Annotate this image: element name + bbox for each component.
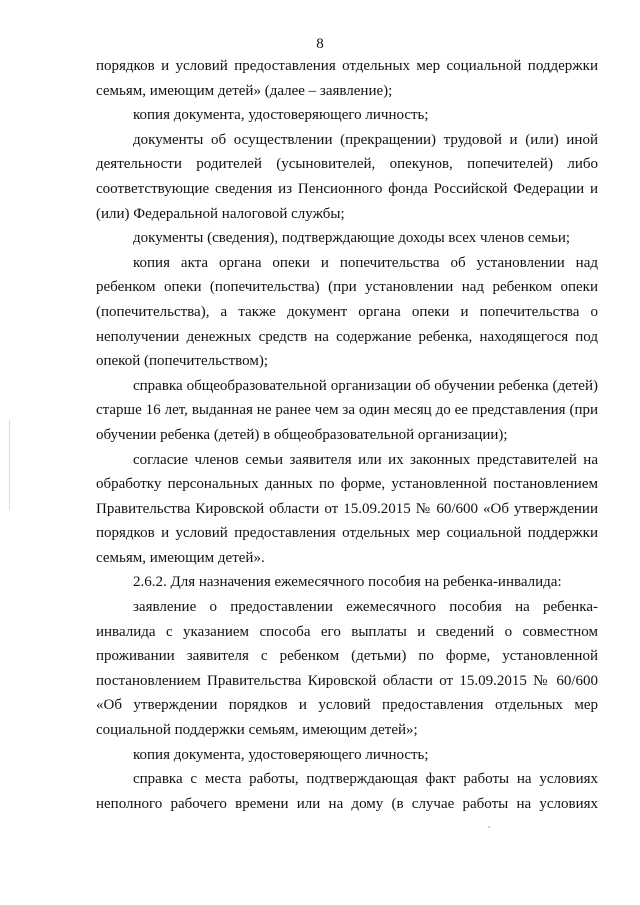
paragraph-school-certificate: справка общеобразовательной организации об обучении ребенка (детей) старше 16 лет, выданная не ранее чем за один месяц до ее представления (при обучении ребенка (детей) в общеобразовательной организации); <box>96 377 598 443</box>
paragraph-identity-copy: копия документа, удостоверяющего личность; <box>133 107 429 124</box>
section-heading-2-6-2: 2.6.2. Для назначения ежемесячного пособия на ребенка-инвалида: <box>133 574 562 591</box>
paragraph-continuation: порядков и условий предоставления отдельных мер социальной поддержки семьям, имеющим детей» (далее – заявление); <box>96 58 598 99</box>
paragraph-identity-copy-2: копия документа, удостоверяющего личность; <box>133 746 429 763</box>
scan-edge-mark <box>9 420 10 510</box>
page-number: 8 <box>316 36 324 52</box>
scan-speck <box>488 826 490 828</box>
document-body <box>96 54 598 816</box>
paragraph-application: заявление о предоставлении ежемесячного пособия на ребенка-инвалида с указанием способа его выплаты и сведений о совместном проживании заявителя с ребенком (детьми) по форме, установленной постановлением Правительства Кировской области от 15.09.2015 № 60/600 «Об утверждении порядков и условий предоставления отдельных мер социальной поддержки семьям, имеющим детей»; <box>96 599 598 739</box>
paragraph-work-certificate: справка с места работы, подтверждающая факт работы на условиях неполного рабочего времени или на дому (в случае работы на условиях <box>96 771 598 812</box>
paragraph-consent: согласие членов семьи заявителя или их законных представителей на обработку персональных данных по форме, установленной постановлением Правительства Кировской области от 15.09.2015 № 60/600 «Об утверждении порядков и условий предоставления отдельных мер социальной поддержки семьям, имеющим детей». <box>96 451 598 566</box>
paragraph-guardianship-act: копия акта органа опеки и попечительства об установлении над ребенком опеки (попечительства) (при установлении над ребенком опеки (попечительства), а также документ органа опеки и попечительства о неполучении денежных средств на содержание ребенка, находящегося под опекой (попечительством); <box>96 254 598 370</box>
paragraph-income-docs: документы (сведения), подтверждающие доходы всех членов семьи; <box>133 230 571 247</box>
paragraph-employment-docs: документы об осуществлении (прекращении) трудовой и (или) иной деятельности родителей (усыновителей, опекунов, попечителей) либо соответствующие сведения из Пенсионного фонда Российской Федерации и (или) Федеральной налоговой службы; <box>96 131 598 222</box>
